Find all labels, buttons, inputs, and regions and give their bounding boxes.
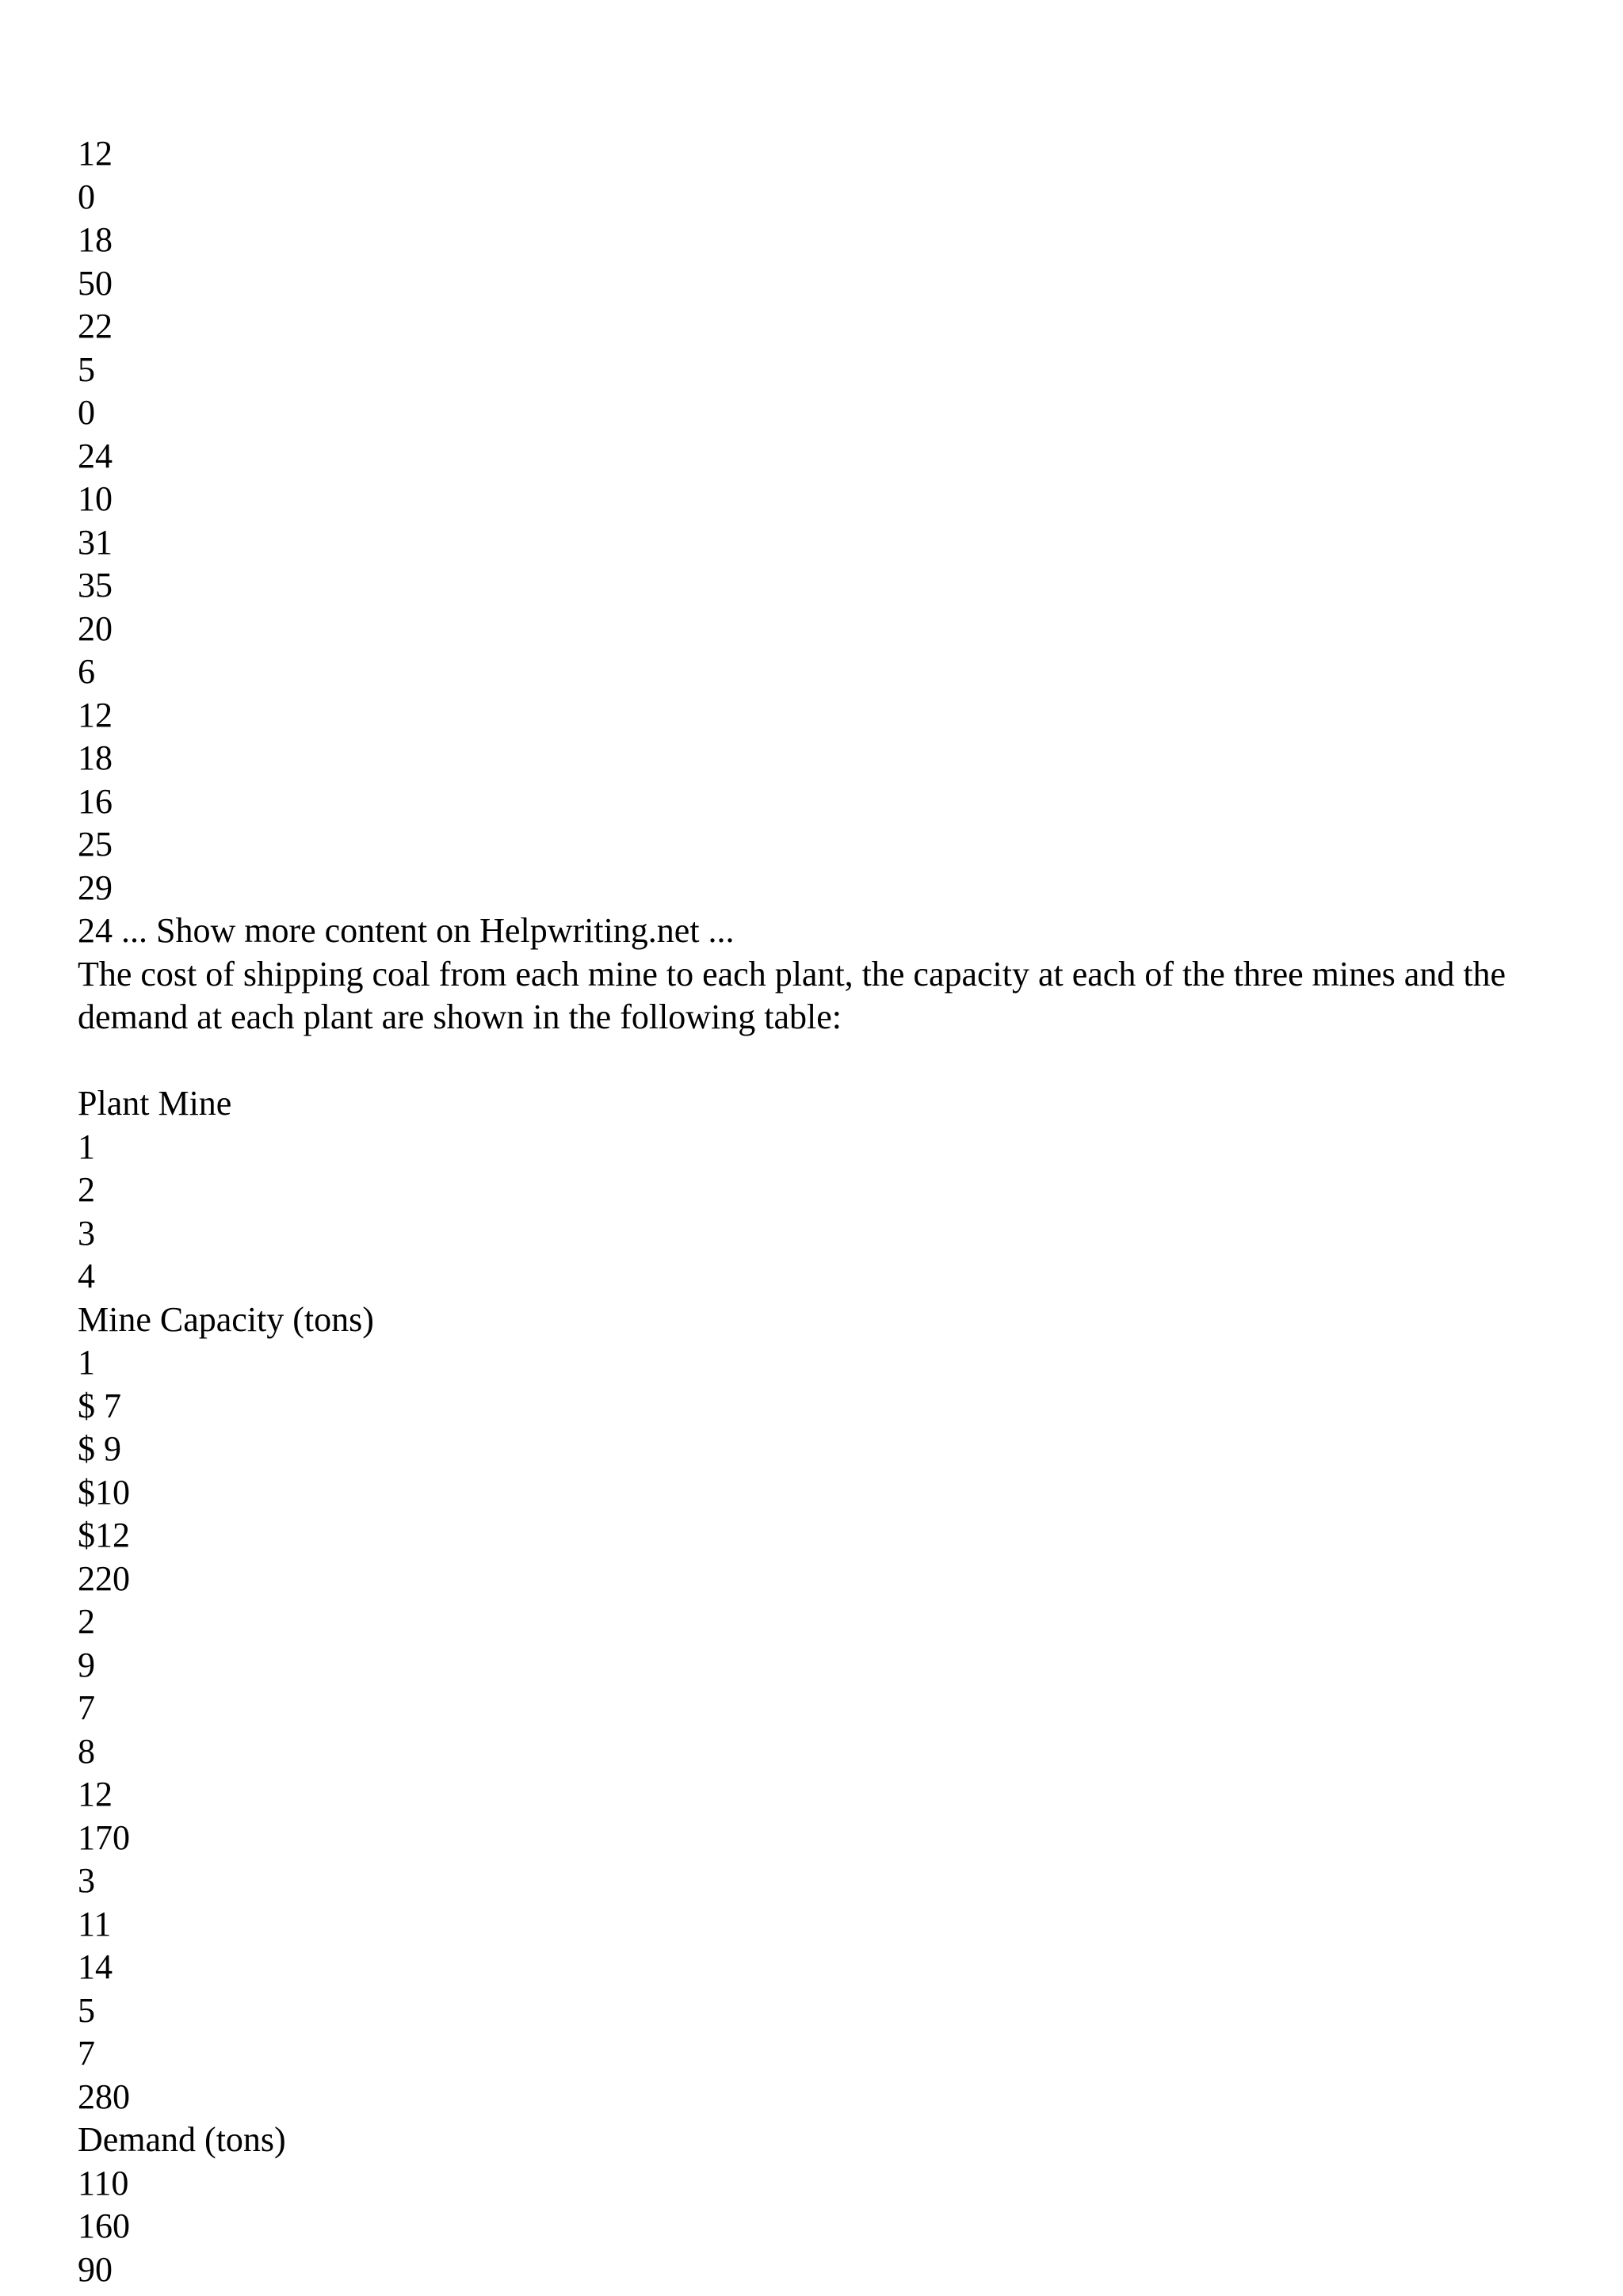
list-item: 5 xyxy=(78,349,95,389)
mine-row-3 xyxy=(78,1859,1568,2119)
cost-value: $12 xyxy=(78,1516,130,1554)
cost-value: $ 7 xyxy=(78,1386,121,1425)
cost-value: $10 xyxy=(78,1472,130,1512)
list-item: 16 xyxy=(78,781,113,821)
plant-number-list xyxy=(78,1126,1568,1299)
list-item: 35 xyxy=(78,566,113,605)
mine-row-2 xyxy=(78,1600,1568,1859)
list-item: 50 xyxy=(78,263,113,303)
cost-value: 7 xyxy=(78,2034,95,2073)
list-item: 18 xyxy=(78,738,113,777)
table-header-mine-capacity: Mine Capacity (tons) xyxy=(78,1299,374,1339)
list-item: 31 xyxy=(78,522,113,562)
list-item: 18 xyxy=(78,220,113,259)
cost-value: 5 xyxy=(78,1990,95,2030)
capacity-value: 280 xyxy=(78,2077,130,2116)
table-header-plant-mine: Plant Mine xyxy=(78,1084,232,1123)
mine-label: 3 xyxy=(78,1861,95,1900)
list-item: 10 xyxy=(78,479,113,518)
list-item: 12 xyxy=(78,134,113,173)
mine-label: 1 xyxy=(78,1343,95,1382)
list-item: 1 xyxy=(78,1127,95,1166)
list-item: 29 xyxy=(78,868,113,907)
paragraph-spacer xyxy=(78,1039,1568,1083)
list-item: 0 xyxy=(78,177,95,216)
demand-header: Demand (tons) xyxy=(78,2120,286,2159)
list-item: 22 xyxy=(78,307,113,345)
cost-value: $ 9 xyxy=(78,1429,121,1468)
truncation-notice: 24 ... Show more content on Helpwriting.net ... xyxy=(78,911,735,950)
cost-value: 14 xyxy=(78,1947,113,1986)
cost-value: 8 xyxy=(78,1731,95,1771)
mine-row-1 xyxy=(78,1341,1568,1600)
list-item: 12 xyxy=(78,695,113,734)
cost-value: 9 xyxy=(78,1645,95,1684)
list-item: 3 xyxy=(78,1213,95,1253)
list-item: 110 xyxy=(78,2163,129,2203)
top-number-list xyxy=(78,132,1568,910)
list-item: 2 xyxy=(78,1170,95,1209)
document-text xyxy=(78,132,1568,2291)
capacity-value: 170 xyxy=(78,1817,130,1857)
list-item: 6 xyxy=(78,652,95,691)
capacity-value: 220 xyxy=(78,1558,130,1598)
list-item: 4 xyxy=(78,1257,95,1295)
cost-value: 11 xyxy=(78,1904,112,1943)
intro-paragraph: The cost of shipping coal from each mine to each plant, the capacity at each of the three mines and the demand at each plant are shown in the following table: xyxy=(78,954,1515,1036)
list-item: 25 xyxy=(78,825,113,864)
list-item: 0 xyxy=(78,393,95,432)
list-item: 90 xyxy=(78,2249,113,2289)
list-item: 20 xyxy=(78,608,113,648)
demand-list xyxy=(78,2162,1568,2292)
mine-label: 2 xyxy=(78,1602,95,1641)
cost-value: 12 xyxy=(78,1775,113,1814)
cost-value: 7 xyxy=(78,1688,95,1727)
list-item: 24 xyxy=(78,436,113,475)
list-item: 160 xyxy=(78,2206,130,2245)
